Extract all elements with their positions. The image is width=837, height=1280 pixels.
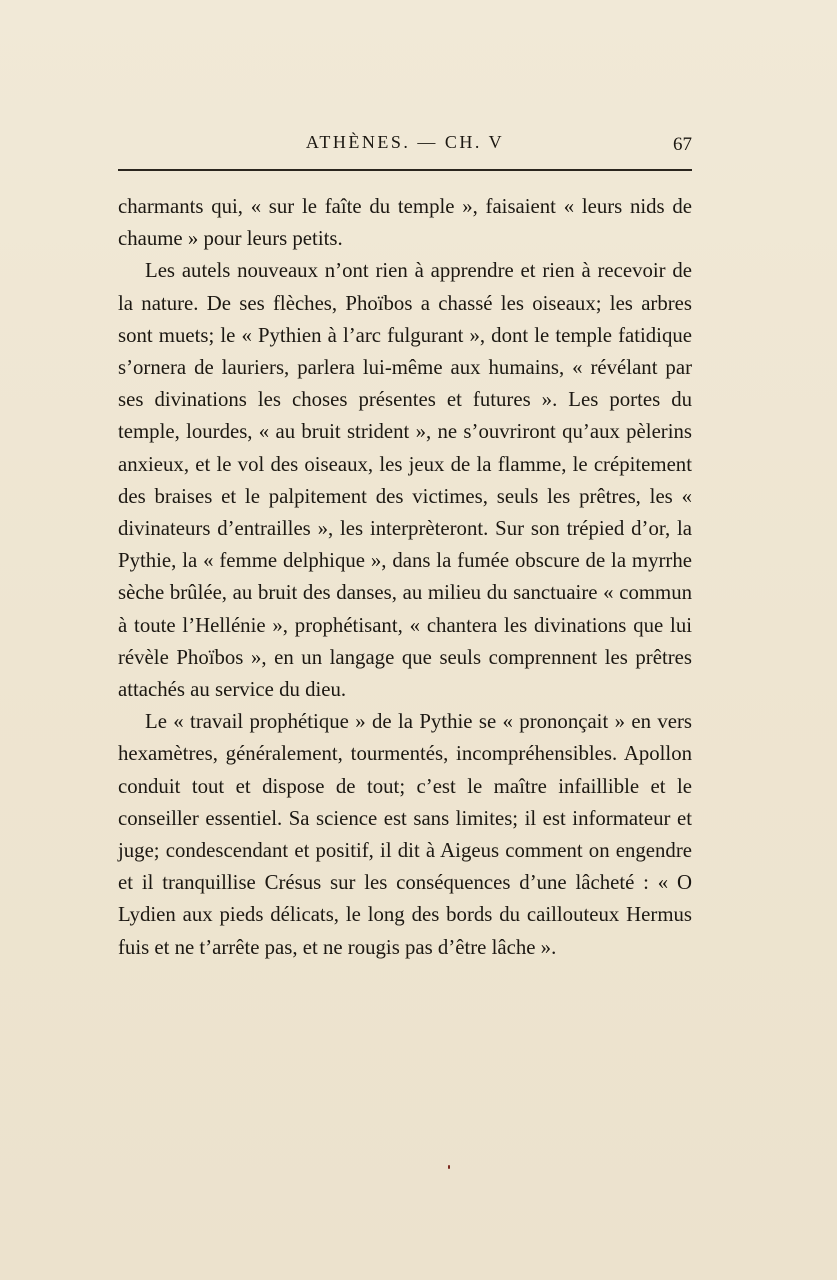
header-rule	[118, 169, 692, 171]
running-title: ATHÈNES. — CH. V	[305, 132, 505, 152]
paragraph-continuation: charmants qui, « sur le faîte du temple », faisaient « leurs nids de chaume » pour leurs petits.	[118, 195, 692, 251]
body-text	[118, 191, 692, 964]
page-number: 67	[673, 134, 692, 155]
paragraph-prophetic-work: Le « travail prophétique » de la Pythie se « prononçait » en vers hexamètres, généralement, tourmentés, incompréhensibles. Apollon conduit tout et dispose de tout; c’est le maître infaillible et le conseiller essentiel. Sa science est sans limites; il est informateur et juge; condescendant et positif, il dit à Aigeus comment on engendre et il tranquillise Crésus sur les conséquences d’une lâcheté : « O Lydien aux pieds délicats, le long des bords du caillouteux Hermus fuis et ne t’arrête pas, et ne rougis pas d’être lâche ».	[118, 710, 692, 959]
ink-speck	[448, 1165, 450, 1169]
paragraph-pythian-temple: Les autels nouveaux n’ont rien à apprendre et rien à recevoir de la nature. De ses flèches, Phoïbos a chassé les oiseaux; les arbres sont muets; le « Pythien à l’arc fulgurant », dont le temple fatidique s’ornera de lauriers, parlera lui-même aux humains, « révélant par ses divinations les choses présentes et futures ». Les portes du temple, lourdes, « au bruit strident », ne s’ouvriront qu’aux pèlerins anxieux, et le vol des oiseaux, les jeux de la flamme, le crépitement des braises et le palpitement des victimes, seuls les prêtres, les « divinateurs d’entrailles », les interprèteront. Sur son trépied d’or, la Pythie, la « femme delphique », dans la fumée obscure de la myrrhe sèche brûlée, au bruit des danses, au milieu du sanctuaire « commun à toute l’Hellénie », prophétisant, « chantera les divinations que lui révèle Phoïbos », en un langage que seuls comprennent les prêtres attachés au service du dieu.	[118, 259, 692, 702]
running-head	[118, 130, 692, 160]
